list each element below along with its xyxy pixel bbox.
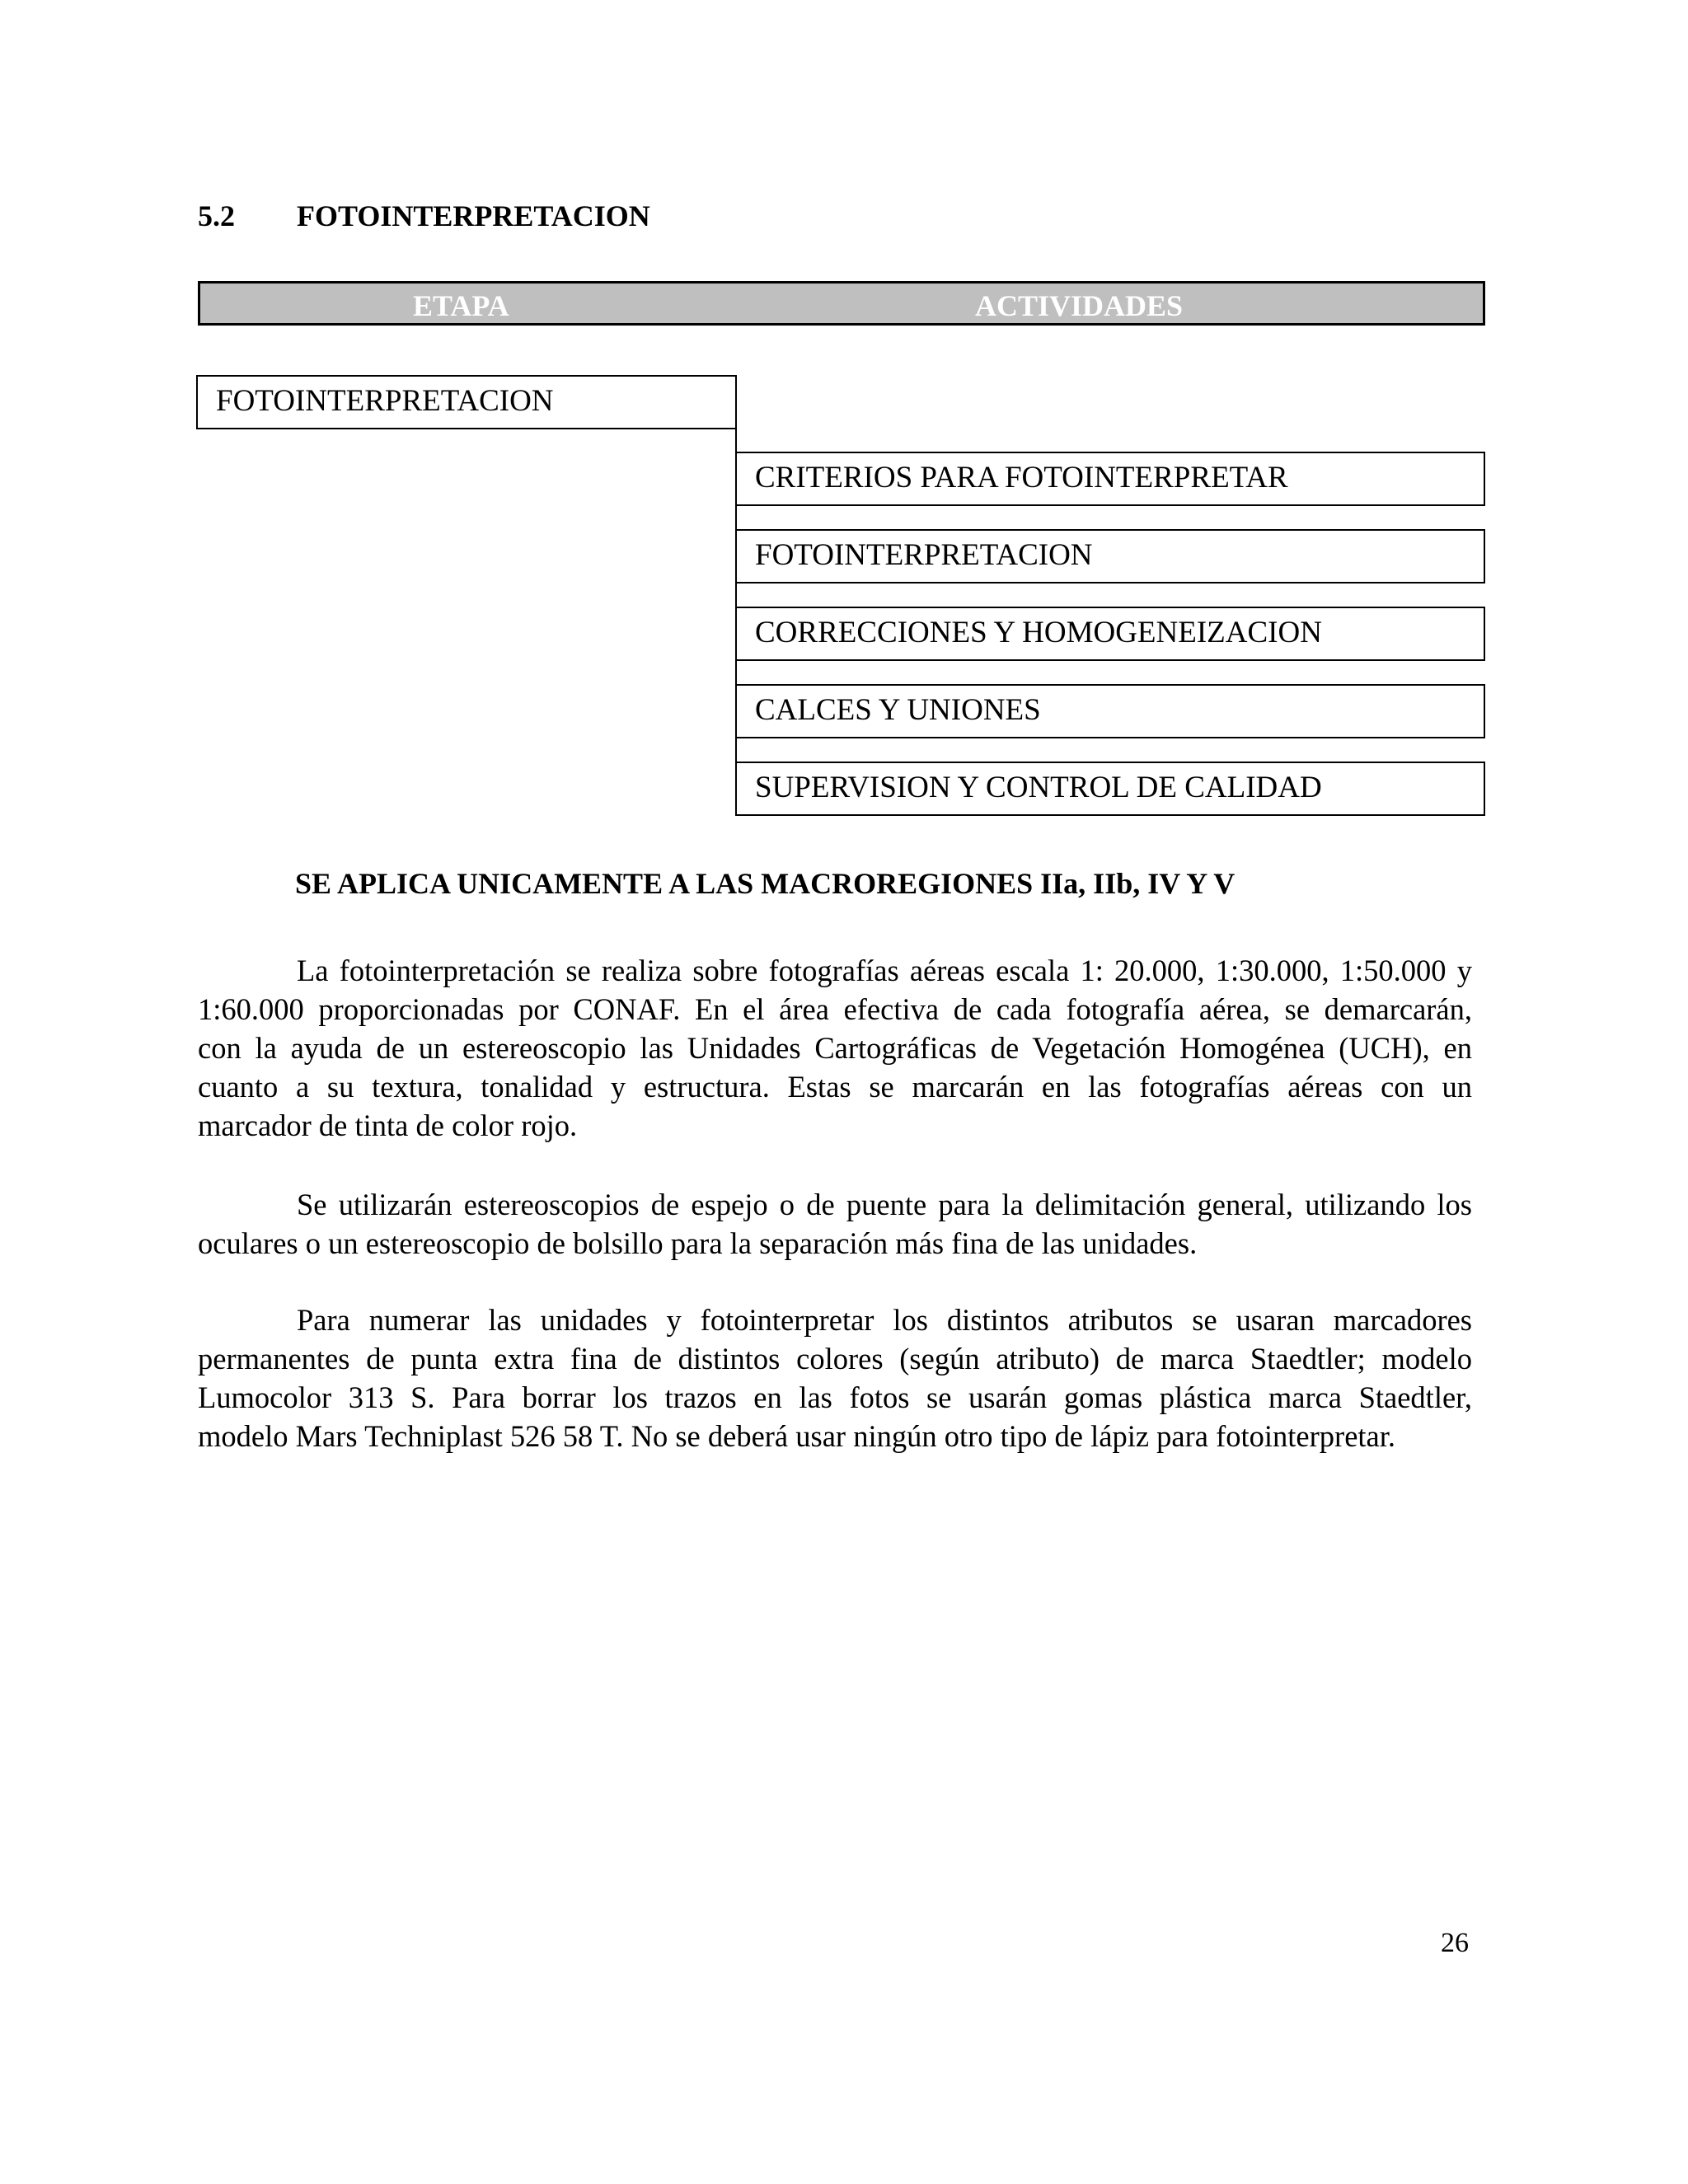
stage-box: FOTOINTERPRETACION <box>196 375 737 429</box>
paragraph-line: Lumocolor 313 S. Para borrar los trazos en las fotos se usarán gomas plástica marca Staedtler, <box>198 1380 1472 1414</box>
activity-connector <box>735 738 737 762</box>
table-header-bar <box>198 281 1485 326</box>
paragraph-line: Para numerar las unidades y fotointerpretar los distintos atributos se usaran marcadores <box>297 1303 1472 1337</box>
section-title: FOTOINTERPRETACION <box>297 199 650 232</box>
stage-column-header: ETAPA <box>413 289 509 322</box>
paragraph-line: con la ayuda de un estereoscopio las Unidades Cartográficas de Vegetación Homogénea (UCH), en <box>198 1031 1472 1065</box>
activity-box-correcciones: CORRECCIONES Y HOMOGENEIZACION <box>735 607 1485 661</box>
paragraph-line: marcador de tinta de color rojo. <box>198 1108 578 1142</box>
paragraph-line: Se utilizarán estereoscopios de espejo o de puente para la delimitación general, utilizando los <box>297 1188 1472 1221</box>
activity-box-criterios: CRITERIOS PARA FOTOINTERPRETAR <box>735 452 1485 506</box>
activity-box-fotointerpretacion: FOTOINTERPRETACION <box>735 529 1485 583</box>
activity-connector <box>735 661 737 684</box>
activity-box-supervision: SUPERVISION Y CONTROL DE CALIDAD <box>735 762 1485 816</box>
paragraph-line: permanentes de punta extra fina de distintos colores (según atributo) de marca Staedtler; modelo <box>198 1342 1472 1376</box>
section-heading <box>198 198 650 234</box>
paragraph-line: 1:60.000 proporcionadas por CONAF. En el área efectiva de cada fotografía aérea, se demarcarán, <box>198 992 1472 1026</box>
activity-connector <box>735 583 737 607</box>
paragraph-line: modelo Mars Techniplast 526 58 T. No se deberá usar ningún otro tipo de lápiz para fotointerpretar. <box>198 1419 1395 1453</box>
paragraph-line: La fotointerpretación se realiza sobre fotografías aéreas escala 1: 20.000, 1:30.000, 1:50.000 y <box>297 954 1472 987</box>
activity-box-calces: CALCES Y UNIONES <box>735 684 1485 738</box>
paragraph-2 <box>198 1185 1472 1263</box>
paragraph-3 <box>198 1301 1472 1455</box>
paragraph-1 <box>198 951 1472 1145</box>
page-number: 26 <box>1441 1928 1469 1958</box>
paragraph-line: cuanto a su textura, tonalidad y estructura. Estas se marcarán en las fotografías aéreas con un <box>198 1070 1472 1104</box>
activity-connector <box>735 506 737 529</box>
section-number: 5.2 <box>198 199 235 232</box>
activities-column-header: ACTIVIDADES <box>975 289 1184 322</box>
paragraph-line: oculares o un estereoscopio de bolsillo para la separación más fina de las unidades. <box>198 1226 1198 1260</box>
applies-note: SE APLICA UNICAMENTE A LAS MACROREGIONES IIa, IIb, IV Y V <box>295 867 1236 900</box>
